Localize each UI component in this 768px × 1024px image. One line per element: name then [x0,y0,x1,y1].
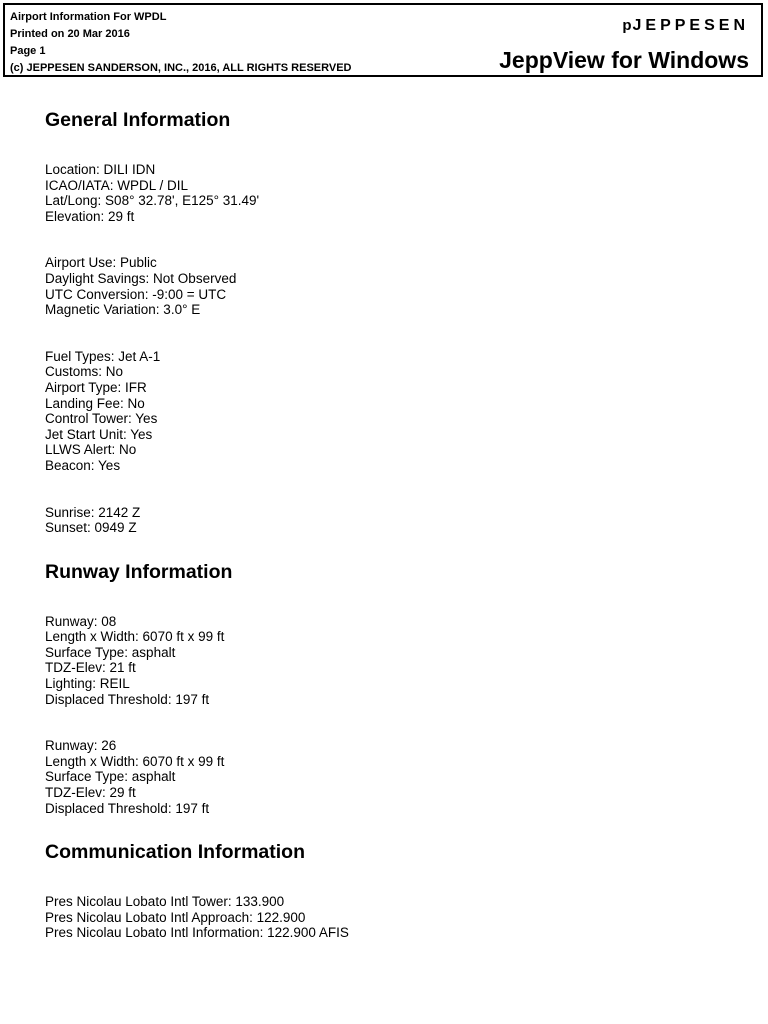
info-line: TDZ-Elev: 29 ft [45,785,136,801]
info-line: Pres Nicolau Lobato Intl Approach: 122.900 [45,909,306,925]
info-line: Lighting: REIL [45,676,130,692]
info-line: Pres Nicolau Lobato Intl Tower: 133.900 [45,894,285,910]
info-line: Displaced Threshold: 197 ft [45,691,210,707]
info-line: Location: DILI IDN [45,162,156,177]
product-name: JeppView for Windows [499,47,749,73]
jeppesen-logo-mark: p [622,17,632,34]
info-line: Surface Type: asphalt [45,644,176,660]
info-line: Length x Width: 6070 ft x 99 ft [45,629,225,645]
info-line: Fuel Types: Jet A-1 [45,348,161,364]
info-line: Beacon: Yes [45,457,121,473]
header-page-number: Page 1 [10,45,46,57]
info-line: Surface Type: asphalt [45,769,176,785]
general-usage-block [45,255,745,317]
info-line: LLWS Alert: No [45,442,137,458]
general-information-title: General Information [45,109,231,131]
info-line: Lat/Long: S08° 32.78', E125° 31.49' [45,193,260,209]
runway-08-block [45,614,745,708]
info-line: TDZ-Elev: 21 ft [45,660,136,676]
info-line: Runway: 26 [45,738,117,754]
header-copyright: (c) JEPPESEN SANDERSON, INC., 2016, ALL RIGHTS RESERVED [10,62,352,74]
info-line: Landing Fee: No [45,395,145,411]
info-line: Sunrise: 2142 Z [45,504,141,520]
info-line: Jet Start Unit: Yes [45,426,153,442]
general-sun-block [45,505,745,536]
info-line: Length x Width: 6070 ft x 99 ft [45,753,225,769]
info-line: Airport Type: IFR [45,379,147,395]
info-line: Airport Use: Public [45,255,157,271]
communication-information-title: Communication Information [45,841,305,864]
info-line: UTC Conversion: -9:00 = UTC [45,286,227,302]
runway-26-block [45,738,745,816]
jeppesen-logo [622,17,749,35]
general-services-block [45,349,745,474]
runway-information-title: Runway Information [45,560,233,583]
info-line: Pres Nicolau Lobato Intl Information: 122.900 AFIS [45,925,349,941]
info-line: Control Tower: Yes [45,411,158,427]
info-line: Elevation: 29 ft [45,208,135,224]
document-body [45,108,745,941]
header-info [10,9,352,77]
info-line: Magnetic Variation: 3.0° E [45,302,201,318]
header-printed-date: Printed on 20 Mar 2016 [10,28,130,40]
jeppesen-wordmark: JEPPESEN [632,17,749,34]
info-line: Sunset: 0949 Z [45,520,137,536]
communication-frequencies-block [45,894,745,941]
info-line: Displaced Threshold: 197 ft [45,800,210,816]
header-title: Airport Information For WPDL [10,11,167,23]
info-line: Daylight Savings: Not Observed [45,270,237,286]
info-line: ICAO/IATA: WPDL / DIL [45,177,189,193]
info-line: Runway: 08 [45,613,117,629]
general-location-block [45,162,745,224]
info-line: Customs: No [45,364,124,380]
page-header [3,3,763,77]
